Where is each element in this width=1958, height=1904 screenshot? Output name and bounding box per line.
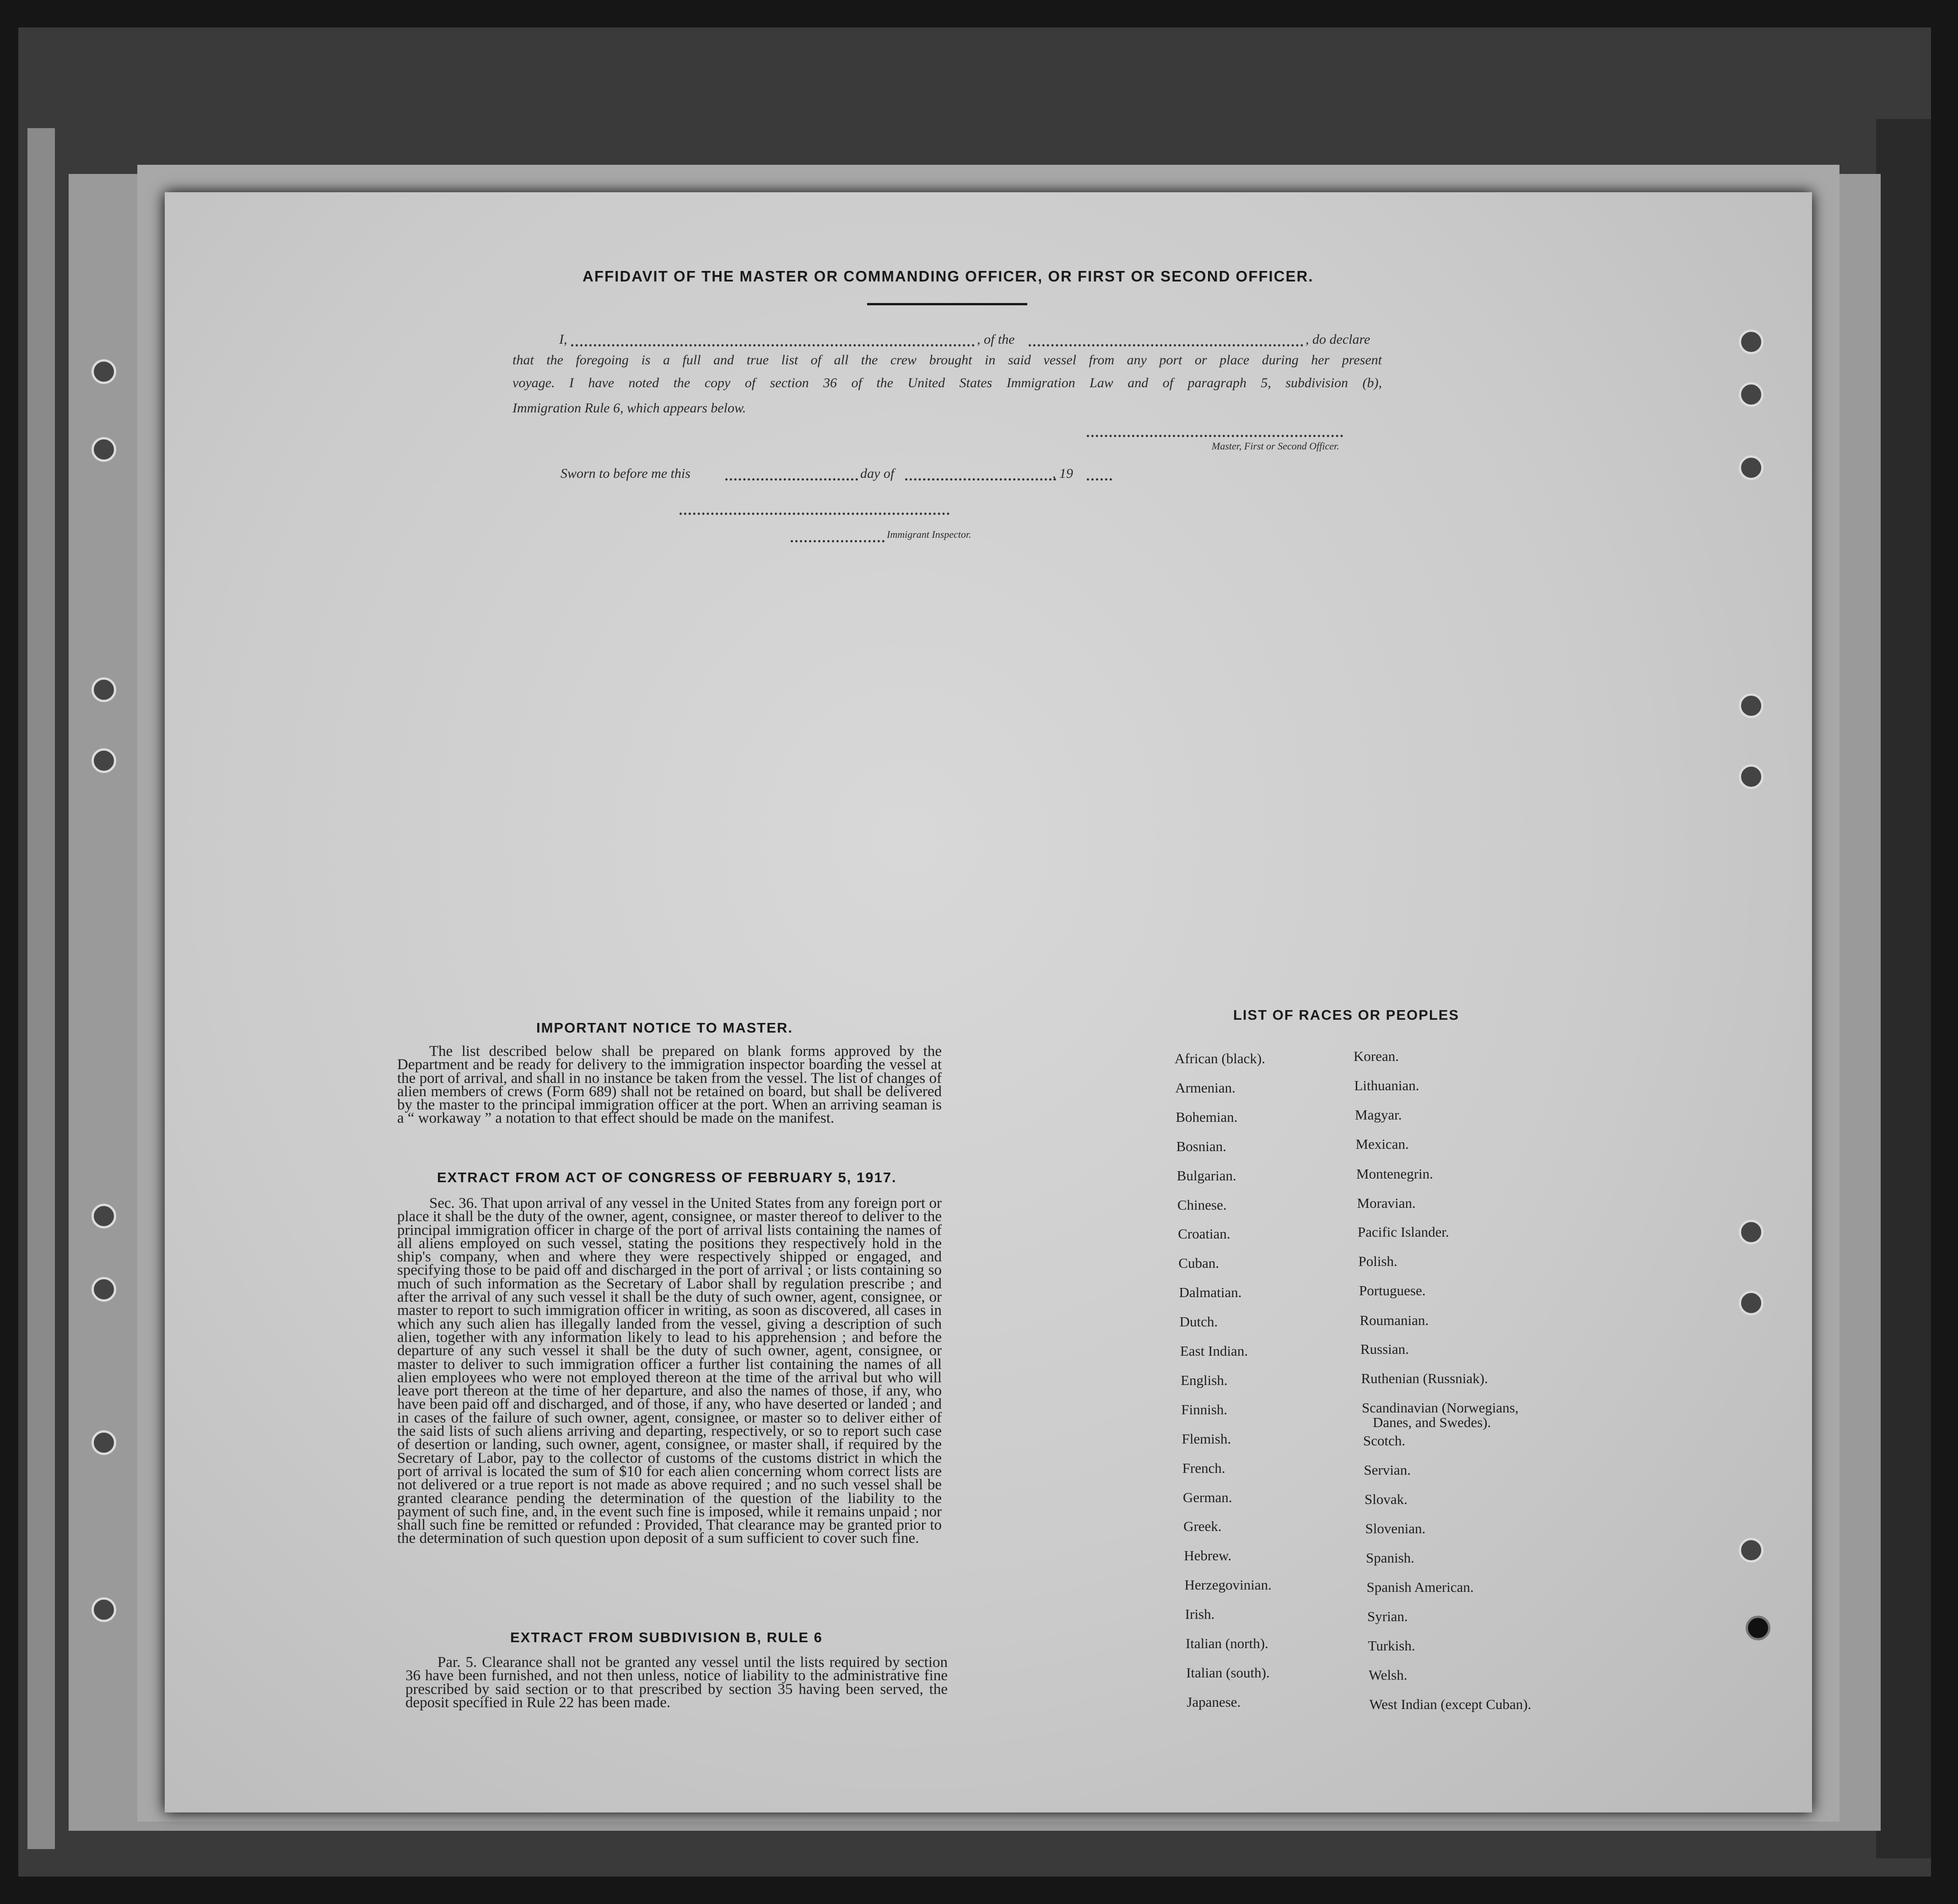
- race-item: Servian.: [1364, 1462, 1411, 1478]
- sworn-day-field[interactable]: [725, 478, 858, 481]
- race-item: Hebrew.: [1184, 1547, 1232, 1564]
- sworn-year-field[interactable]: [1087, 478, 1112, 481]
- punch-hole-icon: [1739, 382, 1764, 407]
- race-item: Dalmatian.: [1179, 1284, 1242, 1301]
- race-item: Welsh.: [1369, 1667, 1408, 1683]
- race-item: Croatian.: [1178, 1226, 1230, 1242]
- race-item: Portuguese.: [1359, 1282, 1426, 1298]
- race-item: Spanish.: [1366, 1550, 1414, 1566]
- race-item: Mexican.: [1355, 1136, 1409, 1152]
- sworn-label: Sworn to before me this: [561, 466, 690, 481]
- race-item: Pacific Islander.: [1358, 1224, 1449, 1240]
- title-divider: [867, 303, 1027, 305]
- race-item: Dutch.: [1179, 1314, 1218, 1330]
- race-item: Slovak.: [1365, 1491, 1408, 1507]
- race-item: Lithuanian.: [1354, 1077, 1419, 1093]
- race-item: Flemish.: [1181, 1430, 1231, 1447]
- race-item: Scandinavian (Norwegians,: [1362, 1400, 1519, 1416]
- master-name-field[interactable]: [571, 344, 975, 346]
- affidavit-line-4: Immigration Rule 6, which appears below.: [512, 400, 746, 416]
- race-item: Montenegrin.: [1356, 1166, 1433, 1182]
- vessel-name-field[interactable]: [1029, 344, 1303, 346]
- race-item: Japanese.: [1187, 1693, 1241, 1710]
- race-item: Bosnian.: [1176, 1138, 1226, 1154]
- race-item: Bulgarian.: [1176, 1167, 1236, 1184]
- inspector-label: Immigrant Inspector.: [887, 529, 971, 540]
- punch-hole-icon: [1739, 330, 1764, 354]
- race-item: Cuban.: [1178, 1255, 1219, 1271]
- binder-ring-icon: [92, 677, 116, 702]
- sworn-year-label: , 19: [1052, 466, 1073, 481]
- binder-ring-icon: [92, 1430, 116, 1455]
- punch-hole-icon: [1739, 693, 1764, 718]
- race-item: Greek.: [1183, 1518, 1222, 1535]
- inspector-name-field[interactable]: [791, 540, 885, 542]
- race-item: Magyar.: [1355, 1107, 1402, 1123]
- manifest-page: [165, 192, 1812, 1812]
- race-item: Korean.: [1354, 1048, 1399, 1064]
- race-item: Slovenian.: [1365, 1520, 1426, 1536]
- race-item: Polish.: [1358, 1253, 1397, 1269]
- punch-hole-icon: [1746, 1616, 1770, 1640]
- race-item: Spanish American.: [1366, 1579, 1474, 1595]
- race-item: Roumanian.: [1359, 1312, 1429, 1328]
- punch-hole-icon: [1739, 1291, 1764, 1315]
- act-extract-title: EXTRACT FROM ACT OF CONGRESS OF FEBRUARY 5, 1917.: [437, 1169, 897, 1185]
- punch-hole-icon: [1739, 455, 1764, 480]
- binder-ring-icon: [92, 1204, 116, 1228]
- race-item: Italian (north).: [1186, 1635, 1268, 1651]
- binder-ring-icon: [92, 1597, 116, 1622]
- binder-ring-icon: [92, 1277, 116, 1302]
- race-item: German.: [1183, 1489, 1232, 1505]
- race-item: Ruthenian (Russniak).: [1361, 1370, 1488, 1386]
- act-extract-body: Sec. 36. That upon arrival of any vessel in the United States from any foreign port or place it shall be the duty of the owner, agent, consignee, or master thereof to deliver to the principal immigration officer in charge of the port of arrival lists containing the names of all aliens employed on such vessel, stating the positions they respectively hold in the ship's company, when and where they were respectively shipped or engaged, and specifying those to be paid off and discharged in the port of arrival ; or lists containing so much of such information as the Secretary of Labor shall by regulation prescribe ; and after the arrival of any such vessel it shall be the duty of such owner, agent, consignee, or master to report to such immigration officer in writing, as soon as discovered, all cases in which any such alien has illegally landed from the vessel, giving a description of such alien, together with any information likely to lead to his apprehension ; and before the departure of any such vessel it shall be the duty of such owner, agent, consignee, or master to deliver to such immigration officer a further list containing the names of all alien employees who were not employed thereon at the time of the arrival but who will leave port thereon at the time of her departure, and also the names of those, if any, who have been paid off and discharged, and of those, if any, who have deserted or landed ; and in cases of the failure of such owner, agent, consignee, or master so to deliver either of the said lists of such aliens arriving and departing, respectively, or so to report such case of desertion or landing, such owner, agent, consignee, or master shall, if required by the Secretary of Labor, pay to the collector of customs of the customs district in which the port of arrival is located the sum of $10 for each alien concerning whom correct lists are not delivered or a true report is not made as above required ; and no such vessel shall be granted clearance pending the determination of the question of the liability to the payment of such fine, and, in the event such fine is imposed, while it remains unpaid ; nor shall such fine be remitted or refunded : Provided, That clearance may be granted prior to the determination of such question upon deposit of a sum sufficient to cover such fine.: [397, 1195, 942, 1547]
- master-signature-field[interactable]: [1087, 435, 1343, 437]
- affidavit-of-the-label: , of the: [977, 332, 1015, 347]
- affidavit-title: AFFIDAVIT OF THE MASTER OR COMMANDING OFFICER, OR FIRST OR SECOND OFFICER.: [583, 268, 1314, 285]
- race-item: Bohemian.: [1176, 1109, 1238, 1125]
- affidavit-i-label: I,: [559, 332, 567, 347]
- affidavit-declare-label: , do declare: [1305, 332, 1370, 347]
- race-item: Syrian.: [1367, 1608, 1408, 1624]
- affidavit-line-3: voyage. I have noted the copy of section 36 of the United States Immigration Law and of paragraph 5, subdivision (b),: [512, 375, 1382, 390]
- affidavit-line-2: that the foregoing is a full and true list of all the crew brought in said vessel from any port or place during her present: [512, 352, 1382, 368]
- notice-title: IMPORTANT NOTICE TO MASTER.: [536, 1020, 793, 1036]
- race-item: Russian.: [1360, 1341, 1409, 1357]
- race-item: African (black).: [1175, 1050, 1265, 1066]
- race-item: Finnish.: [1181, 1401, 1228, 1417]
- race-item: Chinese.: [1177, 1196, 1227, 1213]
- master-signature-label: Master, First or Second Officer.: [1212, 440, 1339, 452]
- sworn-month-field[interactable]: [905, 478, 1056, 481]
- notice-body: The list described below shall be prepared on blank forms approved by the Department and be ready for delivery to the immigration inspector boarding the vessel at the port of arrival, and shall in no instance be taken from the vessel. The list of changes of alien members of crews (Form 689) shall not be retained on board, but shall be delivered by the master to the principal immigration officer at the port. When an arriving seaman is a “ workaway ” a notation to that effect should be made on the manifest.: [397, 1043, 942, 1127]
- punch-hole-icon: [1739, 1220, 1764, 1244]
- race-item: Danes, and Swedes).: [1373, 1414, 1491, 1430]
- race-item: Irish.: [1185, 1606, 1215, 1623]
- race-item: West Indian (except Cuban).: [1369, 1696, 1532, 1712]
- race-item: Herzegovinian.: [1184, 1577, 1272, 1593]
- punch-hole-icon: [1739, 1538, 1764, 1563]
- race-item: French.: [1182, 1460, 1225, 1476]
- race-item: Scotch.: [1363, 1433, 1406, 1449]
- race-item: East Indian.: [1180, 1343, 1248, 1359]
- race-item: Turkish.: [1368, 1638, 1415, 1654]
- races-title: LIST OF RACES OR PEOPLES: [1233, 1007, 1460, 1023]
- race-item: Moravian.: [1357, 1195, 1416, 1211]
- rule-extract-body: Par. 5. Clearance shall not be granted any vessel until the lists required by section 36 have been furnished, and not then unless, notice of liability to the administrative fine prescribed by said section or to that prescribed by section 35 having been served, the deposit specified in Rule 22 has been made.: [405, 1654, 948, 1711]
- binder-ring-icon: [92, 748, 116, 773]
- binder-ring-icon: [92, 359, 116, 384]
- inspector-signature-field[interactable]: [680, 513, 949, 515]
- race-item: Armenian.: [1175, 1079, 1235, 1096]
- rule-extract-title: EXTRACT FROM SUBDIVISION B, RULE 6: [510, 1629, 823, 1645]
- race-item: Italian (south).: [1186, 1664, 1270, 1681]
- race-item: English.: [1181, 1372, 1228, 1388]
- binder-ring-icon: [92, 437, 116, 462]
- punch-hole-icon: [1739, 764, 1764, 789]
- sworn-day-of-label: day of: [860, 466, 895, 481]
